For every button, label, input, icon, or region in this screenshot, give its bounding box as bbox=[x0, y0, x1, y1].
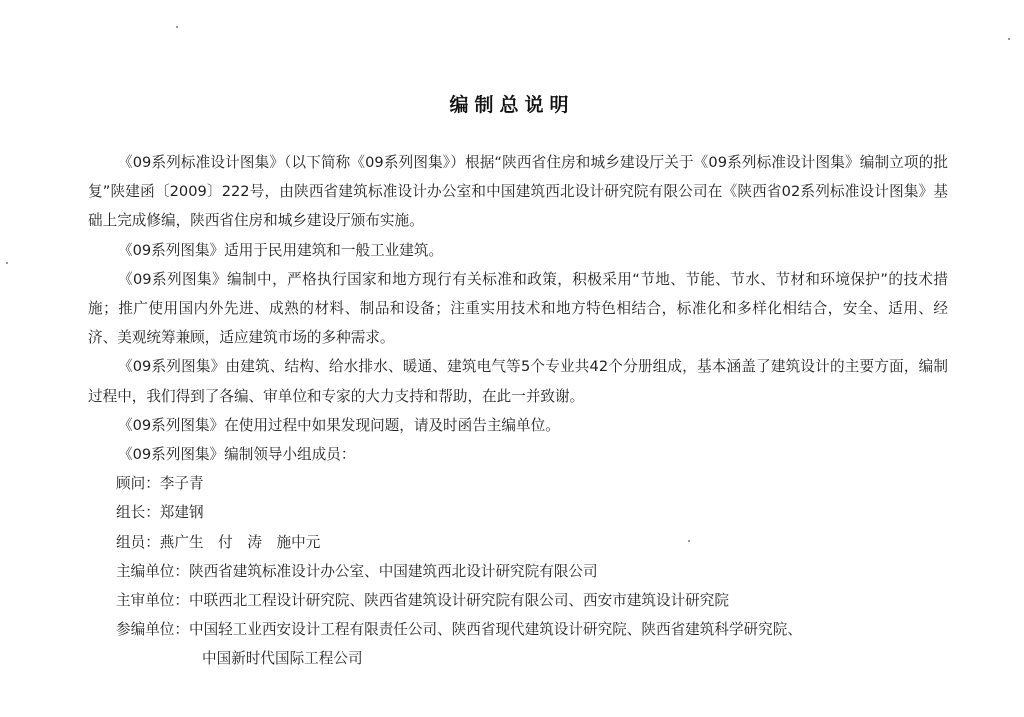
advisor-line bbox=[88, 469, 948, 498]
participant-units-continuation: 中国新时代国际工程公司 bbox=[202, 650, 363, 668]
leader-line bbox=[88, 498, 948, 527]
scan-speck bbox=[6, 262, 8, 264]
scope-paragraph: 《09系列图集》适用于民用建筑和一般工业建筑。 bbox=[118, 241, 444, 259]
chief-units-label: 主编单位： bbox=[116, 562, 189, 580]
review-units-label: 主审单位： bbox=[116, 592, 189, 610]
principles-paragraph: 《09系列图集》编制中，严格执行国家和地方现行有关标准和政策，积极采用“节地、节能、节水、节材和环境保护”的技术措施；推广使用国内外先进、成熟的材料、制品和设备；注重实用技术和地方特色相结合，标准化和多样化相结合，安全、适用、经济、美观统筹兼顾，适应建筑市场的多种需求。 bbox=[88, 270, 948, 347]
members-line bbox=[88, 528, 948, 557]
feedback-paragraph: 《09系列图集》在使用过程中如果发现问题，请及时函告主编单位。 bbox=[118, 416, 560, 434]
participant-units-label: 参编单位： bbox=[116, 621, 189, 639]
advisor-label: 顾问： bbox=[116, 475, 160, 493]
intro-paragraph: 《09系列标准设计图集》（以下简称《09系列图集》）根据“陕西省住房和城乡建设厅关于《09系列标准设计图集》编制立项的批复”陕建函〔2009〕222号，由陕西省建筑标准设计办公室和中国建筑西北设计研究院有限公司在《陕西省02系列标准设计图集》基础上完成修编，陕西省住房和城乡建设厅颁布实施。 bbox=[88, 154, 948, 230]
members-label: 组员： bbox=[116, 533, 160, 551]
scan-speck bbox=[688, 540, 690, 542]
advisor-value: 李子青 bbox=[159, 475, 204, 493]
members-value: 燕广生 付 涛 施中元 bbox=[159, 533, 321, 551]
scan-speck bbox=[1008, 38, 1010, 40]
participant-units-value: 中国轻工业西安设计工程有限责任公司、陕西省现代建筑设计研究院、陕西省建筑科学研究院、 bbox=[188, 621, 802, 639]
scan-speck bbox=[176, 26, 178, 28]
review-units-value: 中联西北工程设计研究院、陕西省建筑设计研究院有限公司、西安市建筑设计研究院 bbox=[188, 592, 729, 610]
leader-value: 郑建钢 bbox=[159, 504, 204, 522]
page-title: 编制总说明 bbox=[449, 94, 575, 116]
document-body bbox=[88, 148, 948, 674]
chief-units-value: 陕西省建筑标准设计办公室、中国建筑西北设计研究院有限公司 bbox=[188, 562, 598, 580]
leader-label: 组长： bbox=[116, 504, 160, 522]
composition-paragraph: 《09系列图集》由建筑、结构、给水排水、暖通、建筑电气等5个专业共42个分册组成，基本涵盖了建筑设计的主要方面，编制过程中，我们得到了各编、审单位和专家的大力支持和帮助，在此一并致谢。 bbox=[88, 358, 948, 405]
participant-units-line bbox=[88, 615, 948, 673]
chief-units-line bbox=[88, 557, 948, 586]
review-units-line bbox=[88, 586, 948, 615]
leadership-heading: 《09系列图集》编制领导小组成员： bbox=[118, 446, 356, 464]
